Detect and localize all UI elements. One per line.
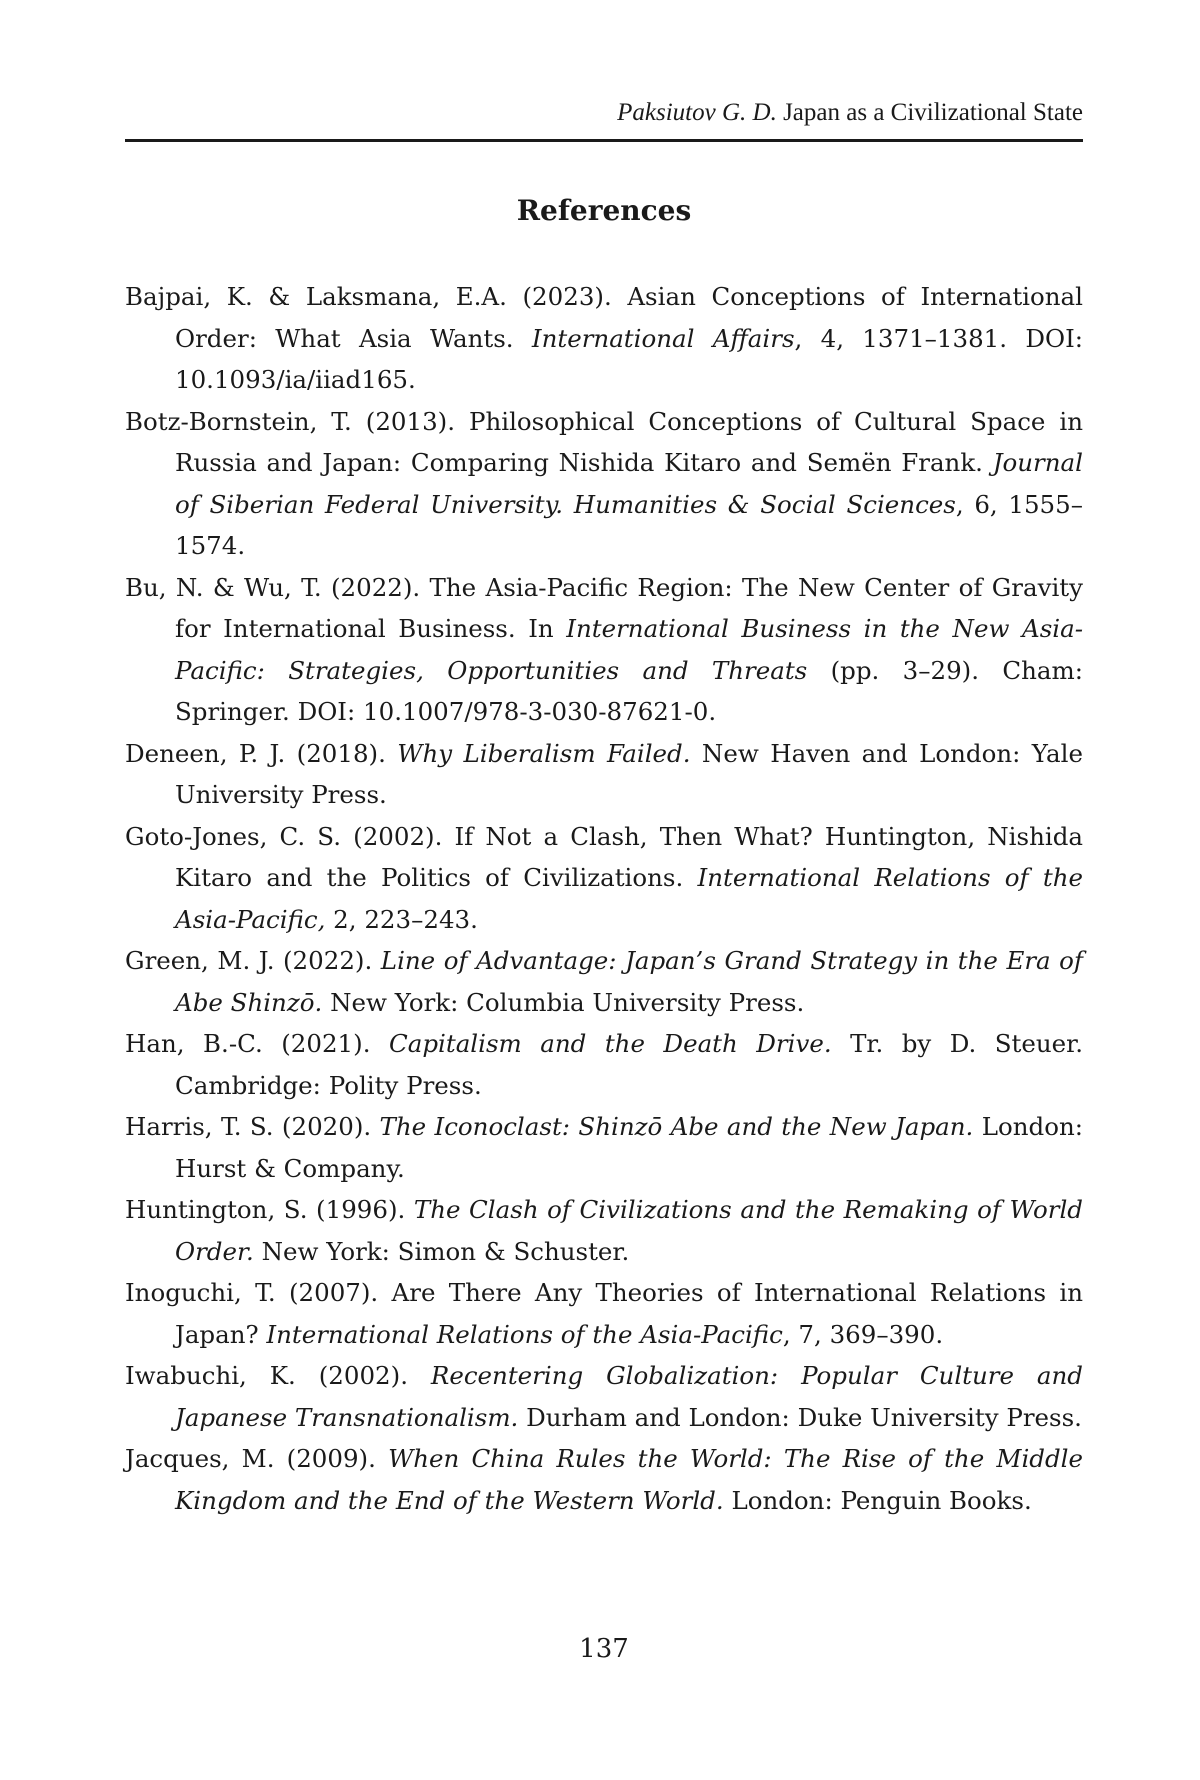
reference-details: , 4, 1371–1381. DOI: 10.1093/ia/iiad165. <box>175 323 1083 394</box>
section-title: References <box>516 194 692 227</box>
reference-details: New York: Columbia University Press. <box>322 987 805 1017</box>
reference-text: Iwabuchi, K. (2002). <box>125 1361 431 1390</box>
reference-source: Journal of Siberian Federal University. Humanities & Social Sciences <box>175 448 1083 519</box>
reference-list <box>125 276 1083 1521</box>
reference-details: , 6, 1555–1574. <box>175 489 1083 560</box>
reference-item <box>125 733 1083 816</box>
reference-text: Jacques, M. (2009). <box>125 1444 389 1473</box>
reference-details: New Haven and London: Yale University Press. <box>175 738 1083 809</box>
reference-item <box>125 1272 1083 1355</box>
reference-source: The Clash of Civilizations and the Remaking of World Order. <box>175 1195 1083 1266</box>
reference-source: Why Liberalism Failed. <box>397 738 691 768</box>
reference-text: Botz-Bornstein, T. (2013). Philosophical Conceptions of Cultural Space in Russia and Japan: Comparing Nishida Kitaro and Semën Frank. <box>125 406 1083 477</box>
reference-text: Inoguchi, T. (2007). Are There Any Theories of International Relations in Japan? <box>125 1278 1083 1349</box>
reference-source: Line of Advantage: Japan’s Grand Strategy in the Era of Abe Shinzō. <box>175 946 1083 1017</box>
reference-item <box>125 816 1083 941</box>
reference-text: Huntington, S. (1996). <box>125 1195 414 1224</box>
reference-text: Deneen, P. J. (2018). <box>125 738 398 768</box>
running-head-author: Paksiutov G. D. <box>617 99 777 126</box>
header-rule <box>125 139 1083 142</box>
reference-source: Capitalism and the Death Drive. <box>388 1029 832 1058</box>
reference-text: Green, M. J. (2022). <box>125 946 381 975</box>
running-head <box>617 98 1083 128</box>
reference-item <box>125 1189 1083 1272</box>
reference-source: The Iconoclast: Shinzō Abe and the New Japan. <box>379 1112 974 1141</box>
reference-source: Recentering Globalization: Popular Culture and Japanese Transnationalism. <box>175 1361 1083 1432</box>
reference-item <box>125 567 1083 733</box>
reference-item <box>125 1355 1083 1438</box>
reference-item <box>125 276 1083 401</box>
reference-details: 2, 223–243. <box>325 904 478 934</box>
reference-text: Han, B.-C. (2021). <box>125 1029 389 1058</box>
running-head-title: Japan as a Civilizational State <box>783 99 1083 126</box>
reference-details: Tr. by D. Steuer. Cambridge: Polity Press. <box>175 1029 1083 1100</box>
reference-text: Bajpai, K. & Laksmana, E.A. (2023). Asian Conceptions of International Order: What Asia Wants. <box>125 282 1083 353</box>
reference-details: London: Hurst & Company. <box>175 1112 1083 1183</box>
reference-source: International Affairs <box>531 323 795 353</box>
reference-details: London: Penguin Books. <box>723 1485 1032 1515</box>
reference-details: New York: Simon & Schuster. <box>253 1236 630 1266</box>
reference-source: International Relations of the Asia-Pacific <box>266 1319 783 1349</box>
reference-text: Bu, N. & Wu, T. (2022). The Asia-Pacific Region: The New Center of Gravity for International Business. In <box>125 572 1083 643</box>
reference-details: (pp. 3–29). Cham: Springer. DOI: 10.1007/978-3-030-87621-0. <box>175 655 1083 726</box>
reference-text: Goto-Jones, C. S. (2002). If Not a Clash, Then What? Huntington, Nishida Kitaro and the Politics of Civilizations. <box>125 821 1083 892</box>
reference-details: , 7, 369–390. <box>782 1319 944 1349</box>
document-page <box>125 0 1083 1780</box>
reference-source: When China Rules the World: The Rise of the Middle Kingdom and the End of the Western World. <box>175 1444 1083 1515</box>
reference-item <box>125 940 1083 1023</box>
reference-item <box>125 1023 1083 1106</box>
reference-details: Durham and London: Duke University Press. <box>518 1402 1082 1432</box>
reference-source: International Relations of the Asia-Pacific, <box>175 863 1083 934</box>
reference-source: International Business in the New Asia-Pacific: Strategies, Opportunities and Threats <box>175 614 1083 685</box>
reference-item <box>125 401 1083 567</box>
reference-item <box>125 1438 1083 1521</box>
page-number: 137 <box>579 1634 629 1664</box>
reference-item <box>125 1106 1083 1189</box>
reference-text: Harris, T. S. (2020). <box>125 1112 380 1141</box>
